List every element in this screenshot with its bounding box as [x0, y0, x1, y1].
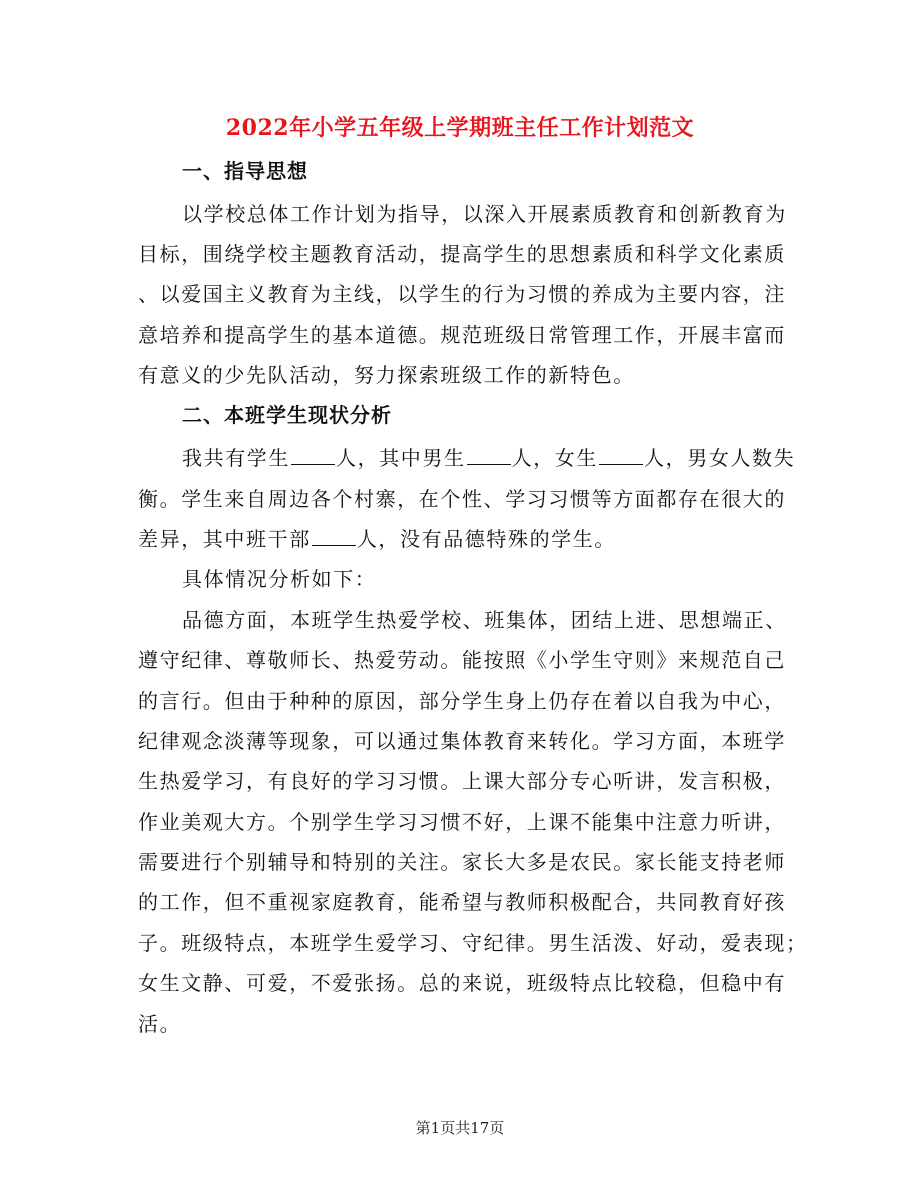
paragraph-line: 纪律观念淡薄等现象，可以通过集体教育来转化。学习方面，本班学 [138, 729, 786, 753]
paragraph-line: 女生文静、可爱，不爱张扬。总的来说，班级特点比较稳，但稳中有 [138, 971, 786, 995]
section-heading-class-analysis: 二、本班学生现状分析 [182, 403, 392, 427]
fill-in-blank [291, 446, 335, 465]
section-heading-guiding-ideology: 一、指导思想 [182, 159, 308, 183]
text-segment: 人，男女人数失 [644, 446, 796, 470]
page-number: 第1页共17页 [415, 1119, 505, 1137]
text-segment: 人，没有品德特殊的学生。 [356, 527, 617, 551]
paragraph-line: 的工作，但不重视家庭教育，能希望与教师积极配合，共同教育好孩 [138, 890, 786, 914]
paragraph-line: 有意义的少先队活动，努力探索班级工作的新特色。 [138, 363, 635, 387]
text-segment: 人，其中男生 [336, 446, 466, 470]
paragraph-line: 子。班级特点，本班学生爱学习、守纪律。男生活泼、好动，爱表现； [138, 931, 808, 955]
text-segment: 我共有学生 [182, 446, 290, 470]
fill-in-blank [467, 446, 511, 465]
paragraph-line: 作业美观大方。个别学生学习习惯不好，上课不能集中注意力听讲， [138, 810, 786, 834]
fill-in-blank [599, 446, 643, 465]
paragraph-line: 目标，围绕学校主题教育活动，提高学生的思想素质和科学文化素质 [138, 242, 786, 266]
paragraph-line: 具体情况分析如下： [182, 567, 377, 591]
paragraph-line: 衡。学生来自周边各个村寨，在个性、学习习惯等方面都存在很大的 [138, 487, 786, 511]
paragraph-line: 遵守纪律、尊敬师长、热爱劳动。能按照《小学生守则》来规范自己 [138, 648, 786, 672]
paragraph-line: 、以爱国主义教育为主线，以学生的行为习惯的养成为主要内容，注 [138, 282, 786, 306]
paragraph-line: 活。 [138, 1012, 182, 1036]
paragraph-line: 以学校总体工作计划为指导，以深入开展素质教育和创新教育为 [182, 202, 787, 226]
fill-in-blank [312, 527, 356, 546]
text-segment: 差异，其中班干部 [138, 527, 311, 551]
paragraph-line-with-blanks [138, 525, 616, 553]
document-title: 2022年小学五年级上学期班主任工作计划范文 [225, 115, 695, 141]
paragraph-line: 生热爱学习，有良好的学习习惯。上课大部分专心听讲，发言积极， [138, 769, 786, 793]
paragraph-line: 意培养和提高学生的基本道德。规范班级日常管理工作，开展丰富而 [138, 323, 786, 347]
paragraph-line: 的言行。但由于种种的原因，部分学生身上仍存在着以自我为中心， [138, 689, 786, 713]
paragraph-line: 需要进行个别辅导和特别的关注。家长大多是农民。家长能支持老师 [138, 850, 786, 874]
paragraph-line-with-blanks [182, 444, 795, 472]
text-segment: 人，女生 [511, 446, 599, 470]
paragraph-line: 品德方面，本班学生热爱学校、班集体，团结上进、思想端正、 [182, 608, 787, 632]
